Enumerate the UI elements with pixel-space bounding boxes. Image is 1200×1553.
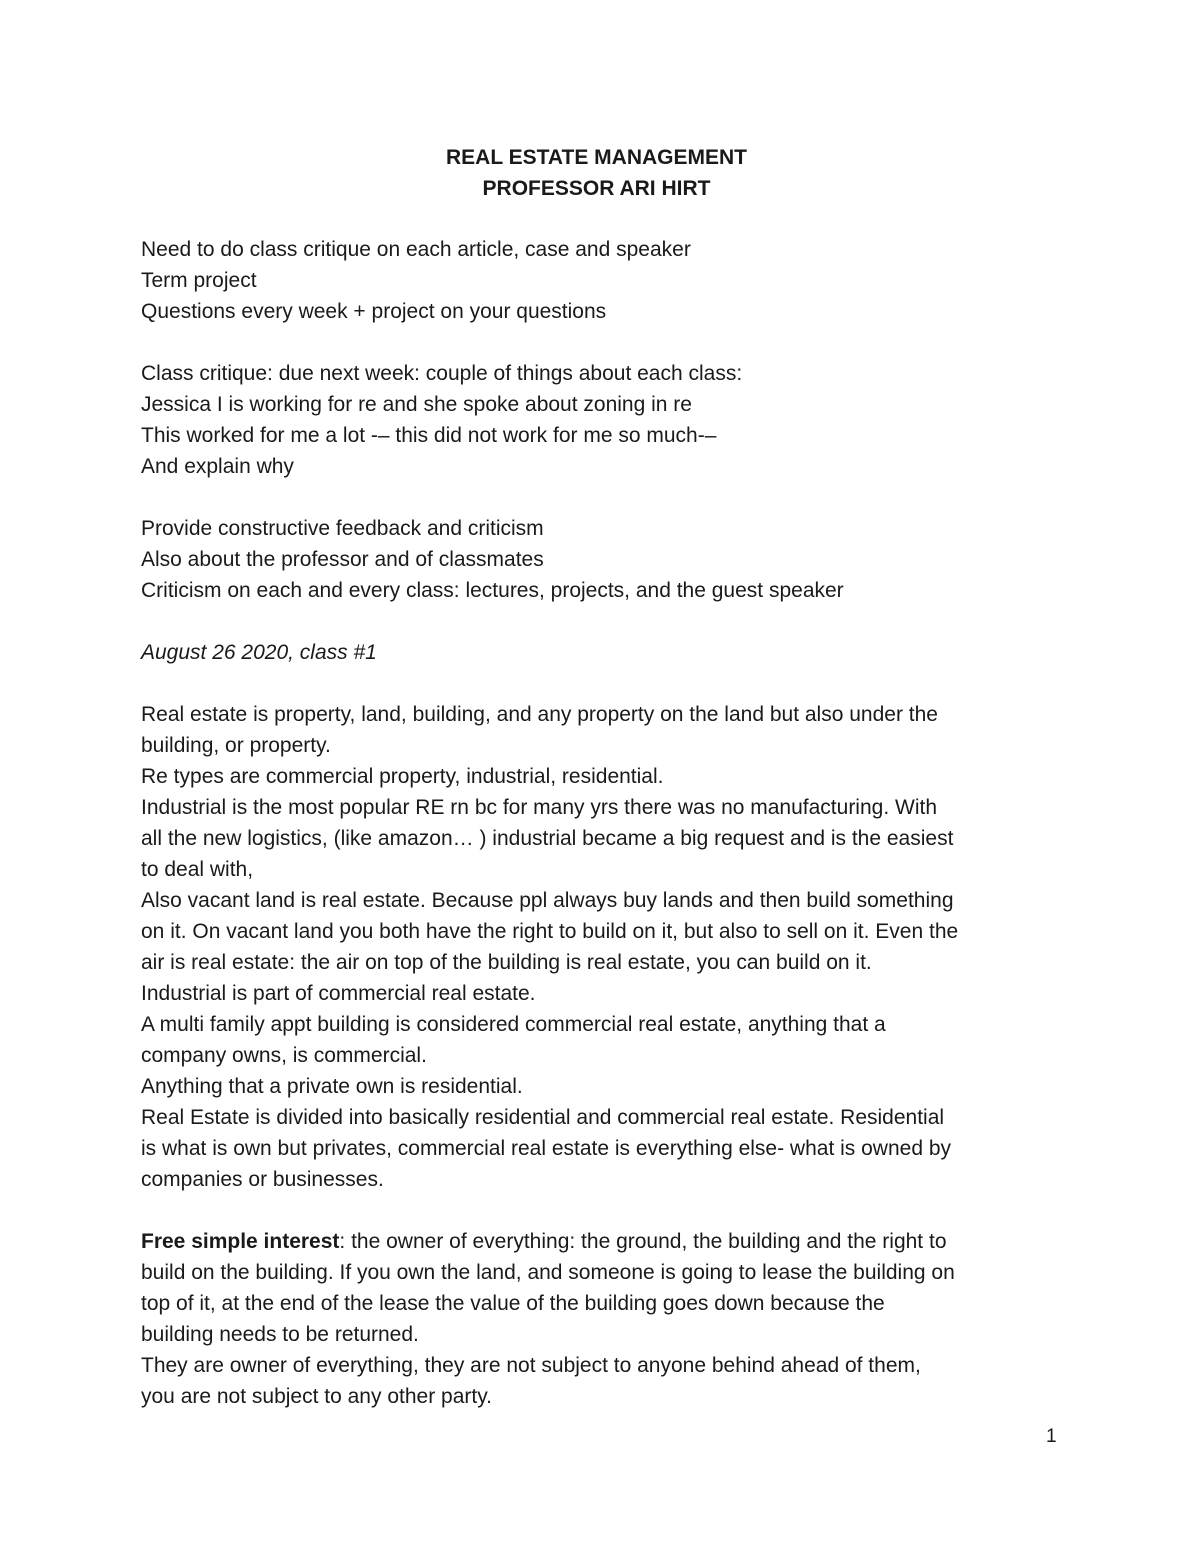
fsi-line: building needs to be returned. [141, 1323, 419, 1346]
intro-paragraph [141, 234, 1071, 327]
re-line: Also vacant land is real estate. Because ppl always buy lands and then build something [141, 889, 954, 912]
fsi-line: you are not subject to any other party. [141, 1385, 492, 1408]
critique-line: Jessica I is working for re and she spoke about zoning in re [141, 393, 692, 416]
document-subtitle: PROFESSOR ARI HIRT [482, 177, 711, 200]
real-estate-paragraph [141, 699, 1071, 1195]
re-line: Industrial is the most popular RE rn bc for many yrs there was no manufacturing. With [141, 796, 938, 819]
re-line: Industrial is part of commercial real estate. [141, 982, 536, 1005]
re-line: all the new logistics, (like amazon… ) industrial became a big request and is the easiest [141, 827, 954, 850]
critique-line: And explain why [141, 455, 294, 478]
blank-line [141, 482, 1071, 513]
title-block [0, 142, 1193, 204]
document-title: REAL ESTATE MANAGEMENT [445, 146, 747, 169]
re-line: on it. On vacant land you both have the right to build on it, but also to sell on it. Even the [141, 920, 959, 943]
page-number: 1 [1046, 1426, 1057, 1447]
feedback-paragraph [141, 513, 1071, 606]
intro-line: Term project [141, 269, 257, 292]
critique-line: Class critique: due next week: couple of things about each class: [141, 362, 743, 385]
re-line: Real estate is property, land, building, and any property on the land but also under the [141, 703, 938, 726]
fsi-first-line-rest: : the owner of everything: the ground, the building and the right to [339, 1230, 947, 1253]
re-line: Anything that a private own is residential. [141, 1075, 523, 1098]
fsi-line: They are owner of everything, they are not subject to anyone behind ahead of them, [141, 1354, 921, 1377]
feedback-line: Also about the professor and of classmates [141, 548, 544, 571]
blank-line [141, 1195, 1071, 1226]
fsi-line: top of it, at the end of the lease the value of the building goes down because the [141, 1292, 885, 1315]
re-line: Real Estate is divided into basically residential and commercial real estate. Residential [141, 1106, 945, 1129]
free-simple-interest-paragraph [141, 1226, 1071, 1412]
critique-paragraph [141, 358, 1071, 482]
critique-line: This worked for me a lot -– this did not work for me so much-– [141, 424, 717, 447]
re-line: to deal with, [141, 858, 254, 881]
re-line: company owns, is commercial. [141, 1044, 427, 1067]
fsi-term: Free simple interest [141, 1230, 340, 1253]
re-line: companies or businesses. [141, 1168, 384, 1191]
re-line: air is real estate: the air on top of the building is real estate, you can build on it. [141, 951, 872, 974]
feedback-line: Provide constructive feedback and criticism [141, 517, 544, 540]
blank-line [141, 327, 1071, 358]
re-line: building, or property. [141, 734, 331, 757]
intro-line: Questions every week + project on your questions [141, 300, 607, 323]
class-heading: August 26 2020, class #1 [141, 641, 377, 664]
feedback-line: Criticism on each and every class: lectures, projects, and the guest speaker [141, 579, 844, 602]
fsi-first-line [141, 1226, 1071, 1257]
re-line: is what is own but privates, commercial real estate is everything else- what is owned by [141, 1137, 952, 1160]
intro-line: Need to do class critique on each article, case and speaker [141, 238, 691, 261]
re-line: A multi family appt building is considered commercial real estate, anything that a [141, 1013, 886, 1036]
blank-line [141, 606, 1071, 637]
document-body [141, 234, 1071, 1412]
blank-line [141, 668, 1071, 699]
re-line: Re types are commercial property, industrial, residential. [141, 765, 664, 788]
fsi-line: build on the building. If you own the land, and someone is going to lease the building on [141, 1261, 955, 1284]
